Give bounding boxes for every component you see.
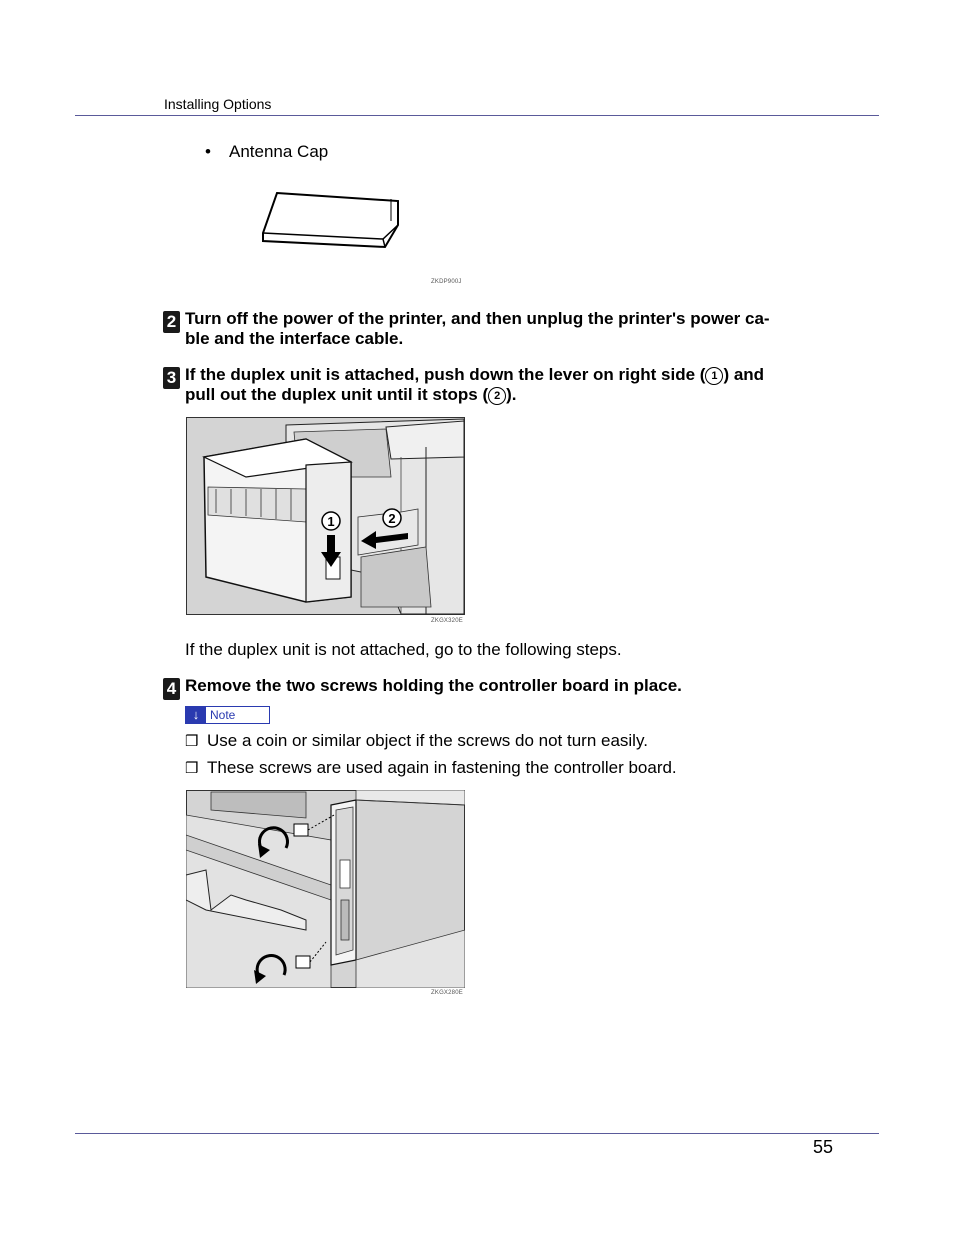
step-text-fragment: If the duplex unit is attached, push down the lever on right side ( bbox=[185, 365, 706, 384]
step-text-fragment: pull out the duplex unit until it stops ( bbox=[185, 385, 489, 404]
checkbox-icon: ❒ bbox=[185, 733, 199, 750]
controller-figure-code: ZKGX280E bbox=[431, 990, 463, 996]
step-text-line bbox=[185, 365, 764, 385]
bullet-dot: • bbox=[205, 142, 211, 161]
step-2 bbox=[163, 309, 803, 351]
step-number: 4 bbox=[163, 678, 180, 700]
note-item bbox=[185, 731, 648, 751]
header-rule bbox=[75, 115, 879, 116]
step-number: 3 bbox=[163, 367, 180, 389]
callout-2: 2 bbox=[388, 511, 396, 526]
step-text bbox=[185, 309, 770, 349]
running-header: Installing Options bbox=[164, 96, 272, 112]
duplex-unit-figure bbox=[186, 417, 465, 615]
step-text-fragment: ) and bbox=[723, 365, 765, 384]
step-text-fragment: ). bbox=[506, 385, 517, 404]
controller-board-figure bbox=[186, 790, 465, 988]
page-number: 55 bbox=[813, 1137, 834, 1157]
callout-1-glyph: 1 bbox=[705, 367, 723, 385]
note-item-text: Use a coin or similar object if the screws do not turn easily. bbox=[207, 731, 648, 750]
step-text-line: Turn off the power of the printer, and then unplug the printer's power ca- bbox=[185, 309, 770, 328]
step-text-line bbox=[185, 385, 764, 405]
step-number: 2 bbox=[163, 311, 180, 333]
down-arrow-icon: ↓ bbox=[186, 707, 206, 723]
callout-1: 1 bbox=[327, 514, 335, 529]
bullet-item bbox=[205, 142, 328, 162]
paragraph-not-attached: If the duplex unit is not attached, go to the following steps. bbox=[185, 640, 622, 659]
bullet-text: Antenna Cap bbox=[229, 142, 329, 161]
checkbox-icon: ❒ bbox=[185, 760, 199, 777]
callout-2-glyph: 2 bbox=[488, 387, 506, 405]
note-badge bbox=[185, 706, 270, 724]
step-text bbox=[185, 365, 764, 405]
note-item-text: These screws are used again in fastening the controller board. bbox=[207, 758, 677, 777]
footer-rule bbox=[75, 1133, 879, 1134]
step-3 bbox=[163, 365, 803, 407]
antenna-cap-figure bbox=[255, 185, 415, 260]
antenna-cap-figure-code: ZKDP900J bbox=[431, 279, 462, 285]
note-label: Note bbox=[210, 708, 236, 722]
step-text-line: ble and the interface cable. bbox=[185, 329, 404, 348]
step-4 bbox=[163, 676, 803, 698]
note-item bbox=[185, 758, 677, 778]
step-text: Remove the two screws holding the controller board in place. bbox=[185, 676, 682, 695]
duplex-figure-code: ZKGX320E bbox=[431, 618, 463, 624]
